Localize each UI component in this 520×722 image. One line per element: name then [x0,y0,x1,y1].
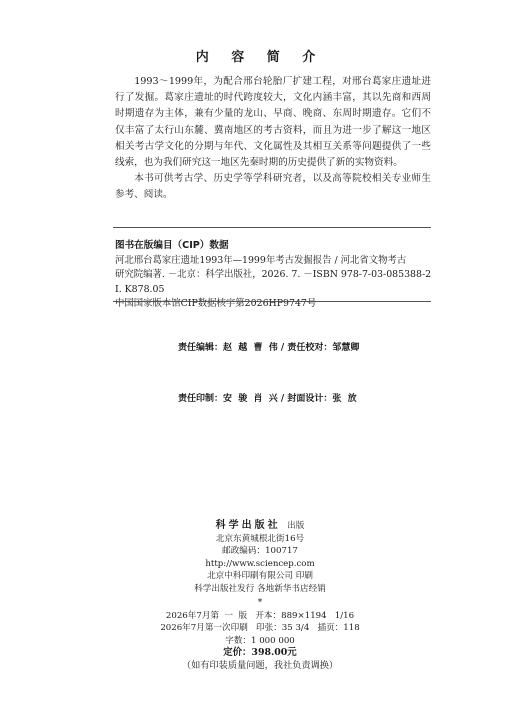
quality-note: （如有印装质量问题，我社负责调换） [181,659,339,671]
printing-info: 2026年7月第一次印刷 印张：35 3/4 插页：118 [160,623,360,634]
publisher-address: 北京东黄城根北街16号 [215,533,305,544]
divider-top [113,227,431,228]
summary-paragraph-2: 本书可供考古学、历史学等学科研究者，以及高等院校相关专业师生参考、阅读。 [115,173,431,201]
page-title: 内 容 简 介 [195,50,325,65]
cip-line-1: 河北邢台葛家庄遗址1993年—1999年考古发掘报告 / 河北省文物考古 [115,254,407,266]
cip-line-4: 中国国家版本馆CIP数据核字第2026HP9747号 [115,298,317,310]
printer: 北京中科印刷有限公司 印刷 [207,571,313,582]
publisher-url: http://www.sciencep.com [205,558,315,569]
publisher-suffix: 出版 [287,521,305,531]
separator-star: * [257,597,263,608]
cip-line-3: Ⅰ. K878.05 [115,283,165,295]
cip-heading: 图书在版编目（CIP）数据 [115,240,229,251]
publisher-line [0,520,520,533]
cip-line-2: 研究院编著. －北京：科学出版社，2026. 7. －ISBN 978-7-03-085388-2 [115,269,432,281]
responsibility-line-2: 责任印制：安 骏 肖 兴 / 封面设计：张 放 [178,394,357,404]
divider-middle [113,301,431,302]
price: 定价：398.00元 [223,647,297,659]
colophon [0,520,520,673]
content-summary [115,74,431,204]
postcode: 邮政编码：100717 [222,546,298,557]
edition-info: 2026年7月第 一 版 开本：889×1194 1/16 [165,610,355,621]
distribution: 科学出版社发行 各地新华书店经销 [194,583,326,594]
summary-paragraph-1: 1993～1999年，为配合邢台轮胎厂扩建工程，对邢台葛家庄遗址进行了发掘。葛家庄遗址的时代跨度较大，文化内涵丰富，其以先商和西周时期遗存为主体，兼有少量的龙山、早商、晚商、东周时期遗存。它们不仅丰富了太行山东麓、冀南地区的考古资料，而且为进一步了解这一地区相关考古学文化的分期与年代、文化属性及其相互关系等问题提供了一些线索，也为我们研究这一地区先秦时期的历史提供了新的实物资料。 [115,76,431,169]
responsibility-line-1: 责任编辑：赵 越 曹 伟 / 责任校对：邹慧卿 [178,343,360,353]
word-count: 字数：1 000 000 [225,635,295,646]
publisher-name: 科学出版社 [215,520,281,531]
responsibility-block [178,306,359,442]
